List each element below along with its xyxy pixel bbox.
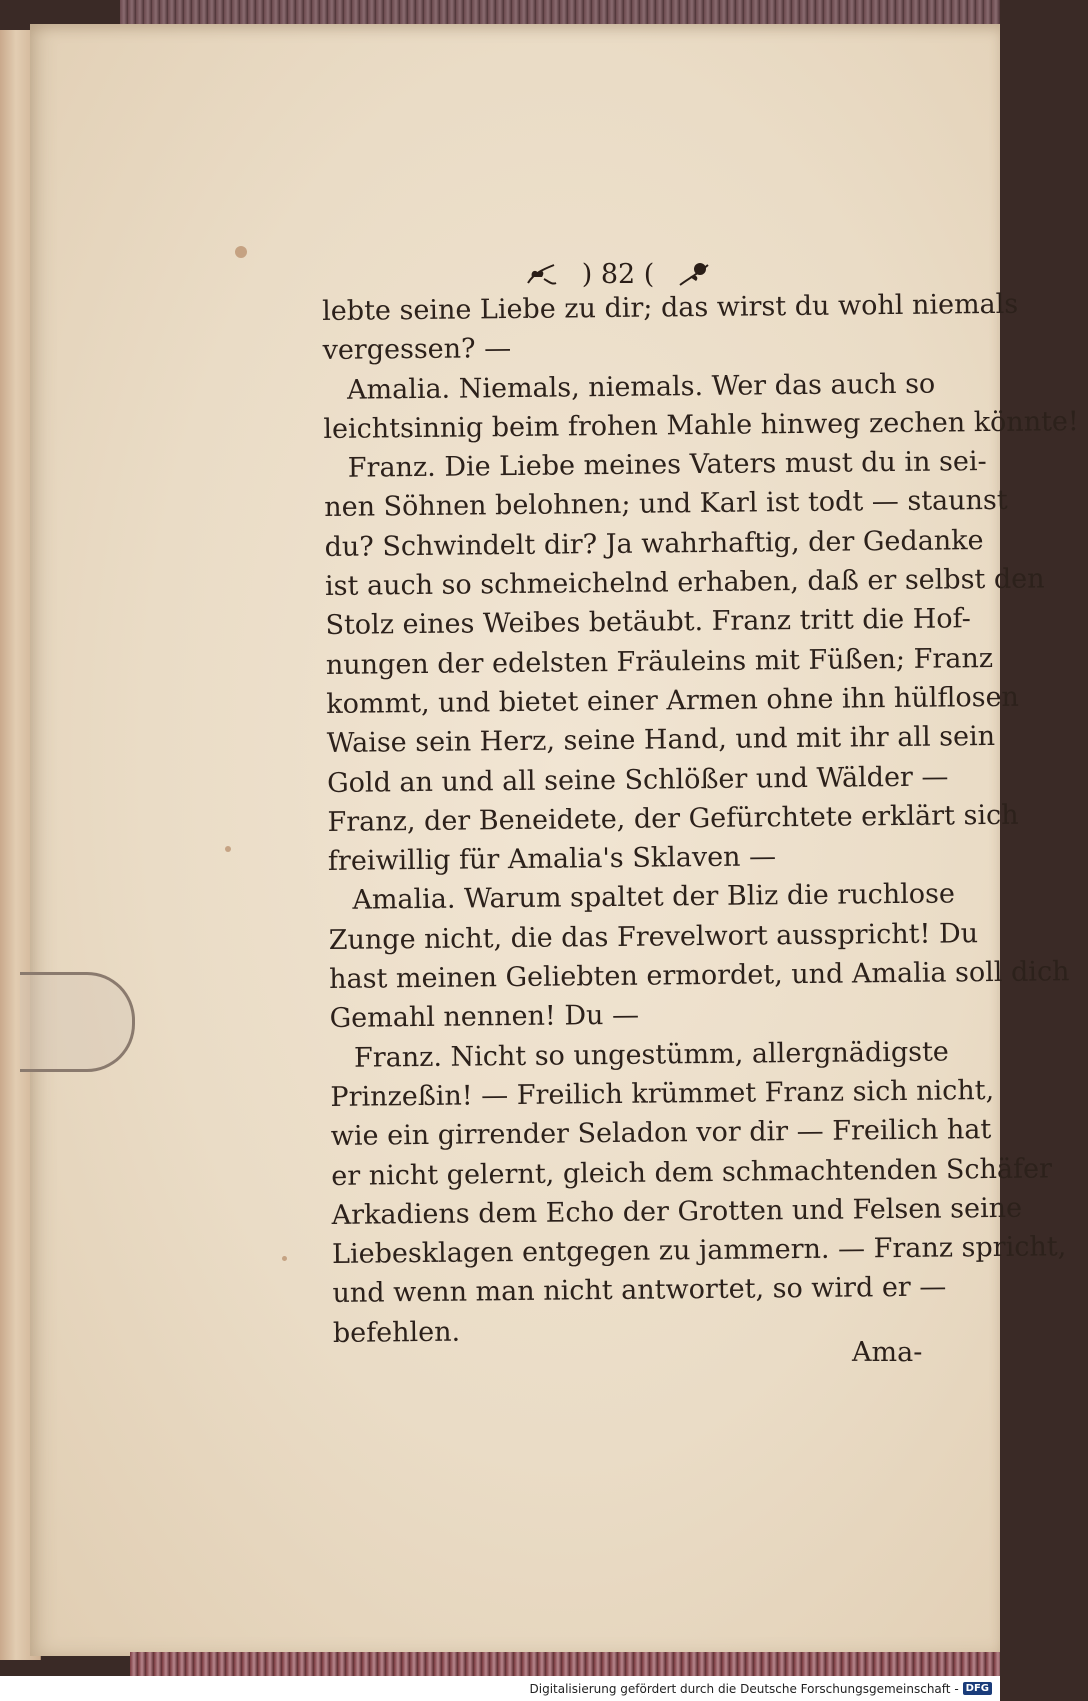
text-line: Amalia. Niemals, niemals. Wer das auch so [346,368,936,406]
text-line: freiwillig für Amalia's Sklaven — [327,841,777,878]
text-line: leichtsinnig beim frohen Mahle hinweg zechen könnte! [323,405,1079,445]
text-line: vergessen? — [322,333,512,367]
text-line: Stolz eines Weibes betäubt. Franz tritt die Hof- [325,603,971,642]
page-clip [20,972,135,1072]
text-line: Prinzeßin! — Freilich krümmet Franz sich nicht, [330,1074,995,1113]
paper-stain [225,846,231,852]
book-cover-top-edge [120,0,1000,26]
floral-ornament-right-icon [676,259,714,289]
dfg-logo: DFG [963,1682,992,1695]
text-line: Franz. Nicht so ungestümm, allergnädigste [353,1036,949,1074]
text-line: du? Schwindelt dir? Ja wahrhaftig, der Gedanke [324,524,984,563]
text-line: und wenn man nicht antwortet, so wird er — [332,1271,947,1310]
floral-ornament-left-icon [522,259,560,289]
text-line: Arkadiens dem Echo der Grotten und Felsen seine [331,1192,1023,1231]
digitization-footer [0,1676,1000,1701]
paper-stain [235,246,247,258]
text-line: wie ein girrender Seladon vor dir — Freilich hat [330,1114,992,1153]
book-cover-bottom-edge [130,1652,1000,1676]
text-line: er nicht gelernt, gleich dem schmachtenden Schäfer [331,1152,1053,1192]
text-line: kommt, und bietet einer Armen ohne ihn hülflosen [326,681,1020,720]
text-line: Gemahl nennen! Du — [329,1000,640,1035]
text-line: Franz, der Beneidete, der Gefürchtete erklärt sich [327,799,1019,838]
text-line: Waise sein Herz, seine Hand, und mit ihr all sein [326,721,996,760]
text-line: Gold an und all seine Schlößer und Wälder — [326,761,949,799]
text-line: ist auch so schmeichelnd erhaben, daß er selbst den [324,563,1045,603]
footer-credit: Digitalisierung gefördert durch die Deutsche Forschungsgemeinschaft - [529,1681,959,1696]
text-line: Franz. Die Liebe meines Vaters must du in sei- [347,446,987,484]
text-line: Amalia. Warum spaltet der Bliz die ruchlose [352,878,956,917]
text-line: lebte seine Liebe zu dir; das wirst du wohl niemals [322,288,1019,327]
body-text [322,286,1079,1353]
text-line: befehlen. [332,1316,461,1349]
text-line: Zunge nicht, die das Frevelwort ausspricht! Du [328,917,979,956]
catchword: Ama- [852,1337,923,1368]
paper-stain [282,1256,287,1261]
text-line: Liebesklagen entgegen zu jammern. — Franz spricht, [331,1231,1067,1271]
text-line: nen Söhnen belohnen; und Karl ist todt — staunst [324,485,1008,524]
text-line: hast meinen Geliebten ermordet, und Amalia soll dich [329,956,1070,996]
text-line: nungen der edelsten Fräuleins mit Füßen; Franz [325,642,994,681]
page-number: ) 82 ( [581,258,655,290]
